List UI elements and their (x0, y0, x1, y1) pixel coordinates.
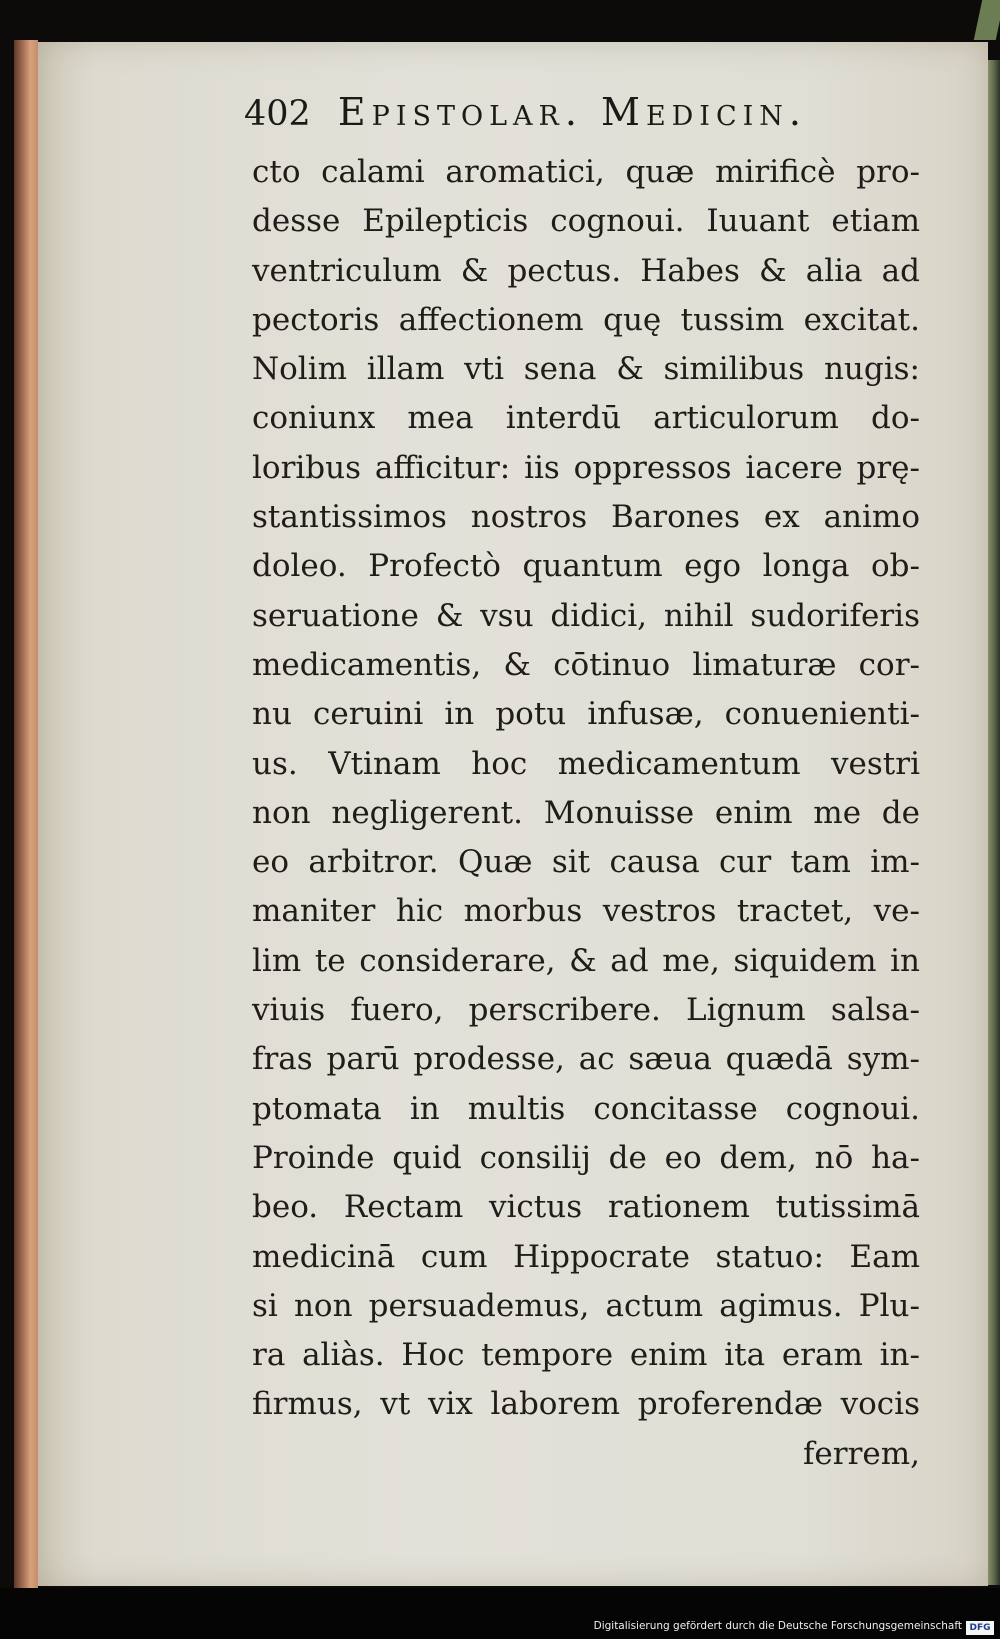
text-line: desse Epilepticis cognoui. Iuuant etiam (252, 203, 920, 240)
text-line: doleo. Profectò quantum ego longa ob- (252, 548, 920, 585)
text-line: viuis fuero, perscribere. Lignum salsa- (252, 992, 920, 1029)
text-line: Proinde quid consilij de eo dem, nō ha- (252, 1139, 920, 1176)
text-line: us. Vtinam hoc medicamentum vestri (252, 745, 920, 782)
page-header (244, 90, 924, 140)
text-line: cto calami aromatici, quæ mirificè pro- (252, 154, 920, 190)
footer-bar (0, 1588, 1000, 1639)
text-line: medicamentis, & cōtinuo limaturæ cor- (252, 646, 920, 683)
text-line: seruatione & vsu didici, nihil sudoriferis (252, 597, 920, 634)
text-line: maniter hic morbus vestros tractet, ve- (252, 893, 920, 930)
text-line: lim te considerare, & ad me, siquidem in (252, 942, 920, 979)
page-fore-edge (988, 60, 1000, 1585)
text-line: si non persuademus, actum agimus. Plu- (252, 1287, 920, 1324)
text-line: ventriculum & pectus. Habes & alia ad (252, 252, 920, 289)
text-line: firmus, vt vix laborem proferendæ vocis (252, 1386, 920, 1423)
running-head: Epistolar. Medicin. (337, 90, 807, 134)
text-line: ra aliàs. Hoc tempore enim ita eram in- (252, 1337, 920, 1374)
book-board-edge (14, 40, 38, 1588)
text-line: pectoris affectionem quę tussim excitat. (252, 301, 920, 338)
text-line: Nolim illam vti sena & similibus nugis: (252, 351, 920, 388)
text-line: coniunx mea interdū articulorum do- (252, 400, 920, 437)
text-line: ptomata in multis concitasse cognoui. (252, 1090, 920, 1127)
text-line: fras parū prodesse, ac sæua quædā sym- (252, 1041, 920, 1078)
text-line: eo arbitror. Quæ sit causa cur tam im- (252, 844, 920, 881)
cover-corner (974, 0, 1000, 40)
text-line: loribus afficitur: iis oppressos iacere prę- (252, 449, 920, 486)
body-text (252, 148, 920, 1479)
text-line: non negligerent. Monuisse enim me de (252, 794, 920, 831)
page-number: 402 (244, 94, 311, 134)
text-line: stantissimos nostros Barones ex animo (252, 499, 920, 536)
text-line: ferrem, (802, 1435, 920, 1472)
text-line: beo. Rectam victus rationem tutissimā (252, 1189, 920, 1226)
funding-credit: Digitalisierung gefördert durch die Deutsche Forschungsgemeinschaft (593, 1620, 962, 1632)
dfg-logo: DFG (966, 1621, 994, 1635)
text-line: nu ceruini in potu infusæ, conuenienti- (252, 696, 920, 733)
text-line: medicinā cum Hippocrate statuo: Eam (252, 1238, 920, 1275)
